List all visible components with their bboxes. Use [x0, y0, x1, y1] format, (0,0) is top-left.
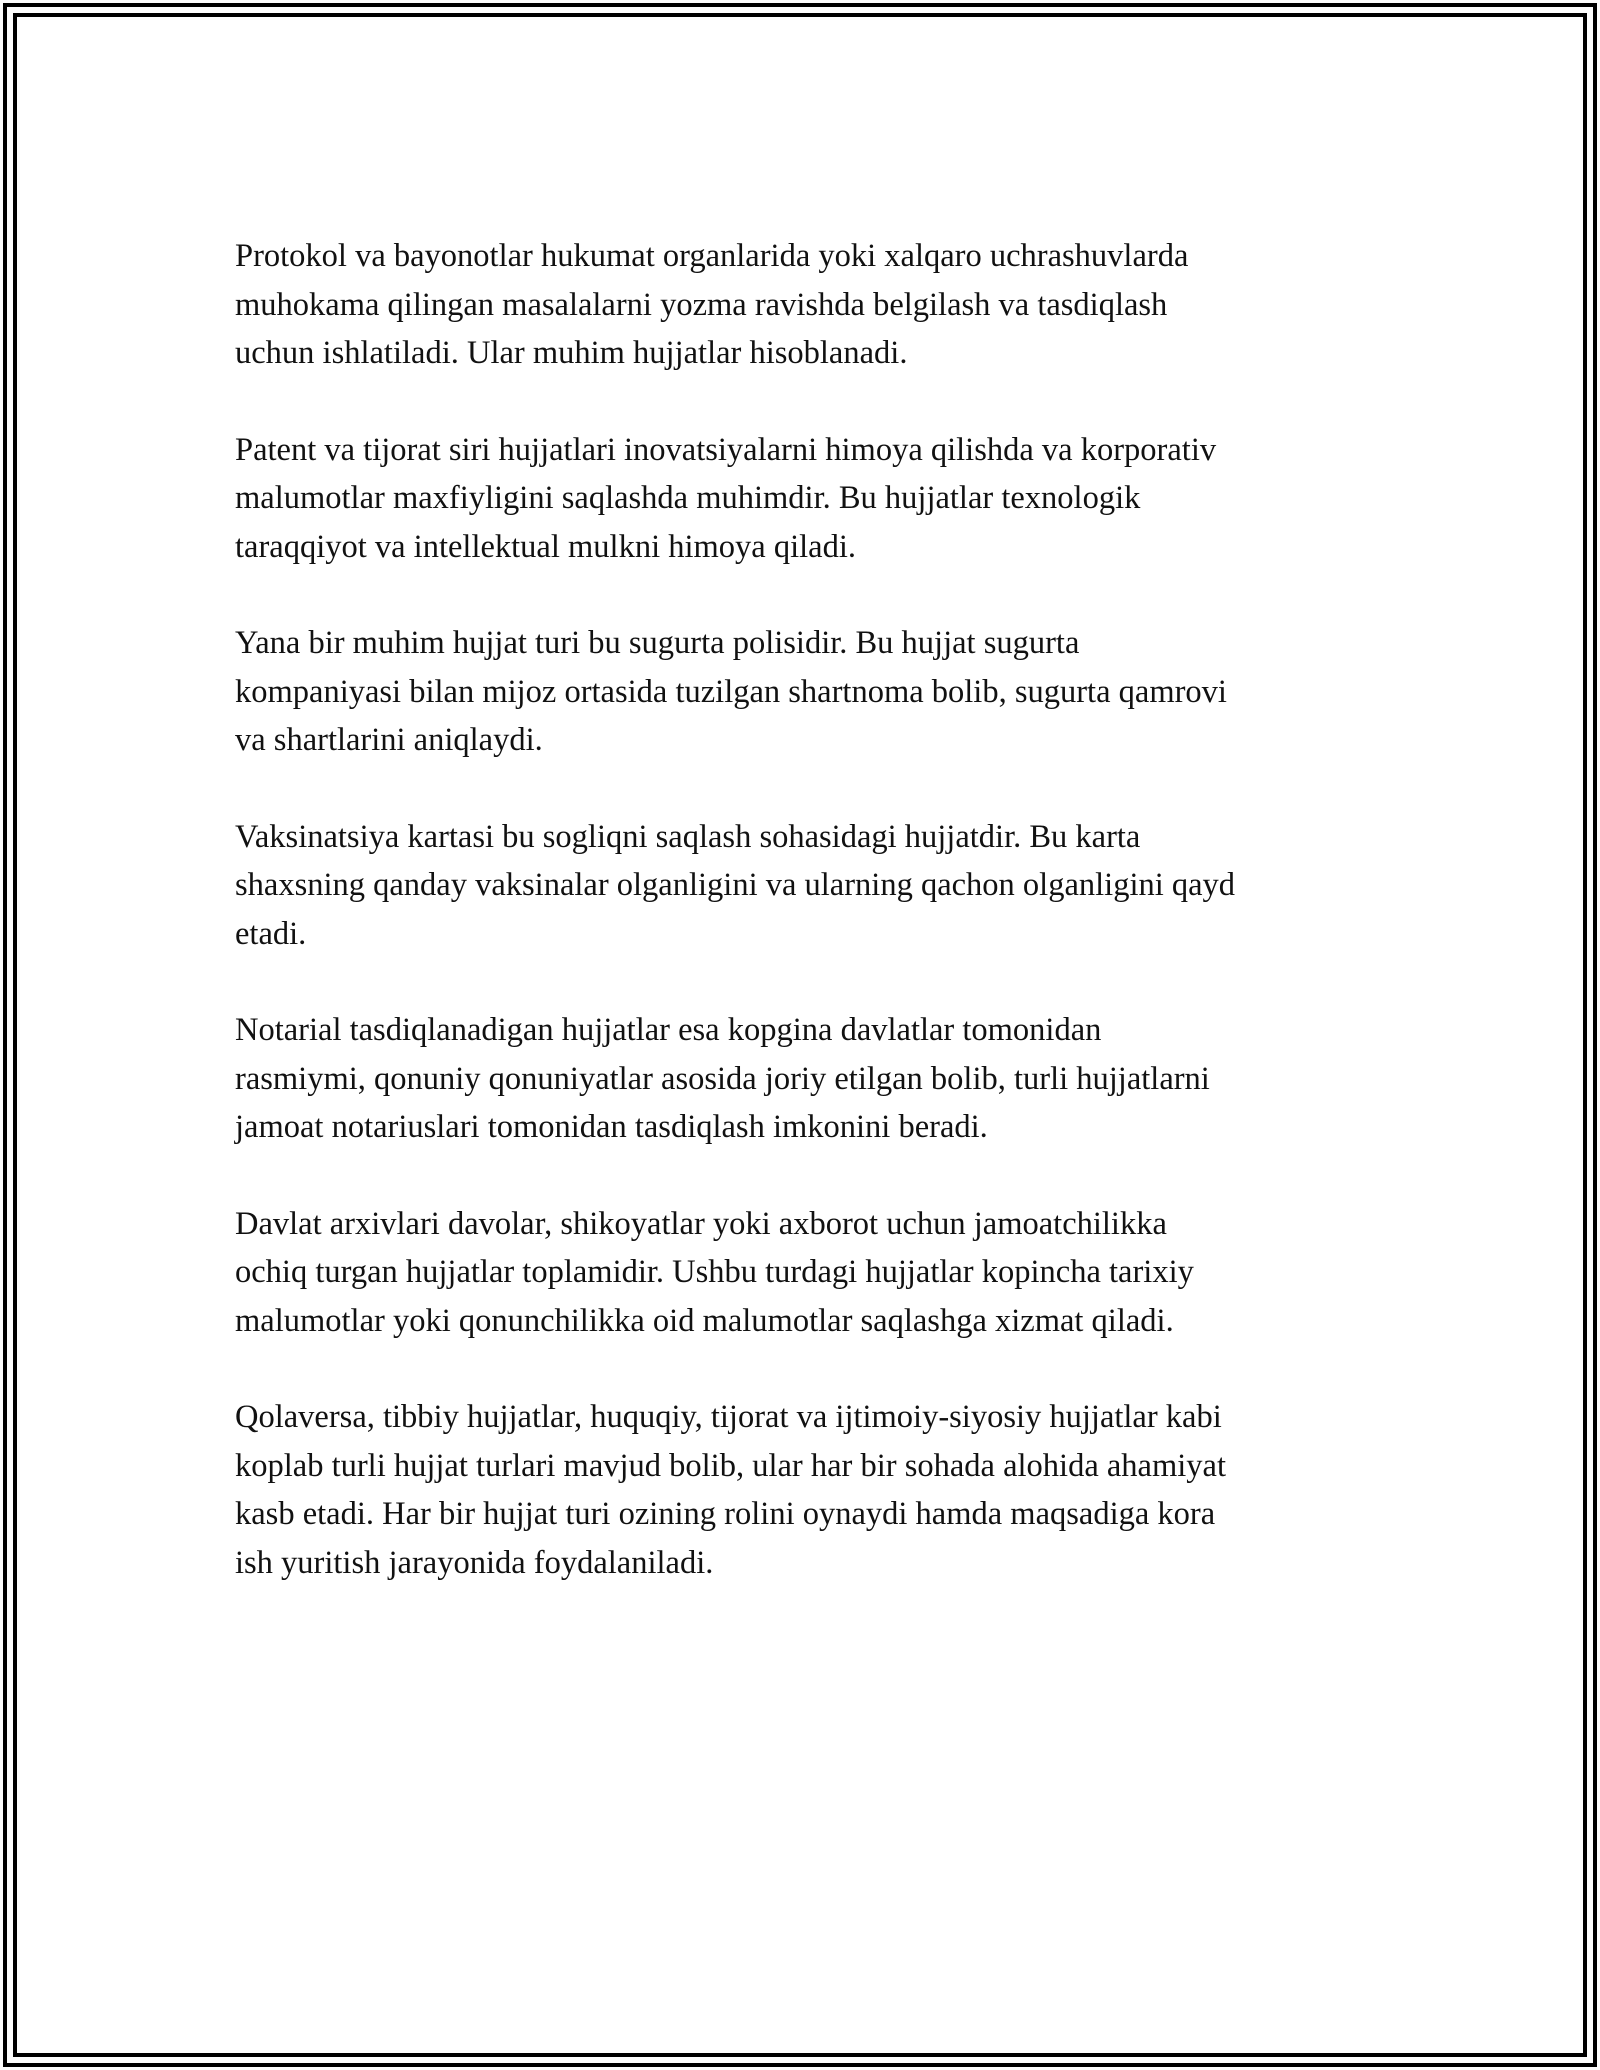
paragraph-vaccination: Vaksinatsiya kartasi bu sogliqni saqlash sohasidagi hujjatdir. Bu karta shaxsning qanday vaksinalar olganligini va ularning qachon olganligini qayd etadi. — [235, 818, 1236, 952]
paragraph-insurance: Yana bir muhim hujjat turi bu sugurta polisidir. Bu hujjat sugurta kompaniyasi bilan mijoz ortasida tuzilgan shartnoma bolib, sugurta qamrovi va shartlarini aniqlaydi. — [235, 625, 1227, 758]
paragraph-archives: Davlat arxivlari davolar, shikoyatlar yoki axborot uchun jamoatchilikka ochiq turgan hujjatlar toplamidir. Ushbu turdagi hujjatlar kopincha tarixiy malumotlar yoki qonunchilikka oid malumotlar saqlashga xizmat qiladi. — [235, 1205, 1194, 1339]
paragraph-patents: Patent va tijorat siri hujjatlari inovatsiyalarni himoya qilishda va korporativ malumotlar maxfiyligini saqlashda muhimdir. Bu hujjatlar texnologik taraqqiyot va intellektual mulkni himoya qiladi. — [235, 431, 1217, 565]
paragraph-protocols: Protokol va bayonotlar hukumat organlarida yoki xalqaro uchrashuvlarda muhokama qilingan masalalarni yozma ravishda belgilash va tasdiqlash uchun ishlatiladi. Ular muhim hujjatlar hisoblanadi. — [235, 238, 1189, 371]
document-body — [235, 232, 1415, 1635]
paragraph-notarial: Notarial tasdiqlanadigan hujjatlar esa kopgina davlatlar tomonidan rasmiymi, qonuniy qonuniyatlar asosida joriy etilgan bolib, turli hujjatlarni jamoat notariuslari tomonidan tasdiqlash imkonini beradi. — [235, 1012, 1210, 1145]
paragraph-conclusion: Qolaversa, tibbiy hujjatlar, huquqiy, tijorat va ijtimoiy-siyosiy hujjatlar kabi koplab turli hujjat turlari mavjud bolib, ular har bir sohada alohida ahamiyat kasb etadi. Har bir hujjat turi ozining rolini oynaydi hamda maqsadiga kora ish yuritish jarayonida foydalaniladi. — [235, 1399, 1226, 1581]
